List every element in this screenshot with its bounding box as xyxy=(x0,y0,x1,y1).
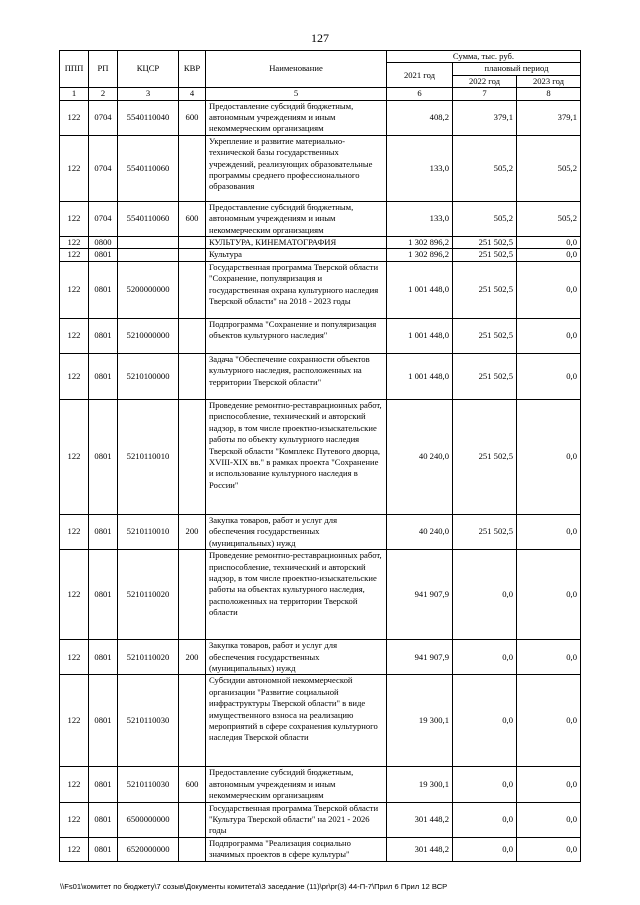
table-row xyxy=(60,514,581,549)
cell-2023: 0,0 xyxy=(517,640,581,675)
cell-rp: 0801 xyxy=(89,399,118,514)
table-row xyxy=(60,837,581,861)
cell-kvr: 600 xyxy=(179,201,206,236)
cell-2021: 1 001 448,0 xyxy=(387,353,453,399)
cell-ppp: 122 xyxy=(60,135,89,201)
table-row xyxy=(60,550,581,640)
column-number: 1 xyxy=(60,88,89,100)
cell-2021: 941 907,9 xyxy=(387,550,453,640)
table-row xyxy=(60,640,581,675)
cell-ppp: 122 xyxy=(60,767,89,802)
cell-kvr: 200 xyxy=(179,514,206,549)
cell-2022: 251 502,5 xyxy=(453,353,517,399)
cell-2021: 40 240,0 xyxy=(387,514,453,549)
cell-rp: 0801 xyxy=(89,767,118,802)
cell-2023: 0,0 xyxy=(517,399,581,514)
cell-2023: 0,0 xyxy=(517,837,581,861)
header-name: Наименование xyxy=(206,51,387,88)
cell-2023: 0,0 xyxy=(517,675,581,767)
cell-2022: 251 502,5 xyxy=(453,249,517,261)
cell-ppp: 122 xyxy=(60,675,89,767)
cell-name: Закупка товаров, работ и услуг для обеспечения государственных (муниципальных) нужд xyxy=(206,640,387,675)
column-number: 3 xyxy=(118,88,179,100)
cell-kvr: 600 xyxy=(179,100,206,135)
cell-name: Задача "Обеспечение сохранности объектов культурного наследия, расположенных на территории Тверской области" xyxy=(206,353,387,399)
cell-2022: 251 502,5 xyxy=(453,399,517,514)
cell-2023: 0,0 xyxy=(517,353,581,399)
cell-name: Укрепление и развитие материально-технической базы государственных учреждений, реализующих образовательные программы среднего профессионального образования xyxy=(206,135,387,201)
cell-kcsr: 5210110020 xyxy=(118,640,179,675)
cell-kvr xyxy=(179,135,206,201)
column-number-row xyxy=(60,88,581,100)
column-number: 8 xyxy=(517,88,581,100)
cell-rp: 0801 xyxy=(89,261,118,318)
cell-2021: 19 300,1 xyxy=(387,767,453,802)
header-year-2021: 2021 год xyxy=(387,63,453,88)
cell-rp: 0801 xyxy=(89,802,118,837)
cell-rp: 0801 xyxy=(89,249,118,261)
cell-2021: 40 240,0 xyxy=(387,399,453,514)
header-kvr: КВР xyxy=(179,51,206,88)
cell-2023: 505,2 xyxy=(517,135,581,201)
cell-name: КУЛЬТУРА, КИНЕМАТОГРАФИЯ xyxy=(206,237,387,249)
cell-kvr xyxy=(179,837,206,861)
cell-ppp: 122 xyxy=(60,237,89,249)
cell-ppp: 122 xyxy=(60,261,89,318)
cell-ppp: 122 xyxy=(60,201,89,236)
cell-kcsr: 5210110030 xyxy=(118,675,179,767)
cell-rp: 0801 xyxy=(89,514,118,549)
cell-rp: 0801 xyxy=(89,318,118,353)
cell-2023: 0,0 xyxy=(517,514,581,549)
cell-2022: 0,0 xyxy=(453,550,517,640)
table-row xyxy=(60,675,581,767)
page-number: 127 xyxy=(311,31,329,45)
cell-ppp: 122 xyxy=(60,100,89,135)
header-ppp: ППП xyxy=(60,51,89,88)
table-row xyxy=(60,261,581,318)
cell-kvr xyxy=(179,353,206,399)
cell-rp: 0704 xyxy=(89,135,118,201)
cell-ppp: 122 xyxy=(60,399,89,514)
cell-2023: 0,0 xyxy=(517,237,581,249)
cell-name: Закупка товаров, работ и услуг для обеспечения государственных (муниципальных) нужд xyxy=(206,514,387,549)
cell-2023: 0,0 xyxy=(517,767,581,802)
cell-name: Предоставление субсидий бюджетным, автономным учреждениям и иным некоммерческим организациям xyxy=(206,201,387,236)
cell-2021: 301 448,2 xyxy=(387,802,453,837)
cell-name: Проведение ремонтно-реставрационных работ, приспособление, технический и авторский надзор, в том числе проектно-изыскательские работы по объекту культурного наследия Тверской области "Комплекс Путевого дворца, XVIII-XIX вв." в рамках проекта "Сохранение и использование культурного наследия в России" xyxy=(206,399,387,514)
cell-kcsr: 5210000000 xyxy=(118,318,179,353)
cell-kcsr: 5540110060 xyxy=(118,201,179,236)
cell-kcsr: 5540110060 xyxy=(118,135,179,201)
cell-name: Государственная программа Тверской области "Сохранение, популяризация и государственная охрана культурного наследия Тверской области" на 2018 - 2023 годы xyxy=(206,261,387,318)
cell-2021: 1 302 896,2 xyxy=(387,237,453,249)
cell-name: Подпрограмма "Сохранение и популяризация объектов культурного наследия" xyxy=(206,318,387,353)
cell-2022: 251 502,5 xyxy=(453,318,517,353)
cell-ppp: 122 xyxy=(60,514,89,549)
cell-name: Предоставление субсидий бюджетным, автономным учреждениям и иным некоммерческим организациям xyxy=(206,767,387,802)
table-row xyxy=(60,802,581,837)
cell-ppp: 122 xyxy=(60,318,89,353)
header-year-2022: 2022 год xyxy=(453,75,517,87)
cell-2021: 301 448,2 xyxy=(387,837,453,861)
cell-kcsr: 5210100000 xyxy=(118,353,179,399)
cell-2023: 379,1 xyxy=(517,100,581,135)
table-row xyxy=(60,135,581,201)
table-row xyxy=(60,237,581,249)
cell-rp: 0704 xyxy=(89,100,118,135)
cell-2022: 379,1 xyxy=(453,100,517,135)
cell-2023: 0,0 xyxy=(517,318,581,353)
cell-name: Государственная программа Тверской области "Культура Тверской области" на 2021 - 2026 годы xyxy=(206,802,387,837)
cell-kcsr: 5210110030 xyxy=(118,767,179,802)
cell-ppp: 122 xyxy=(60,550,89,640)
cell-kcsr: 5200000000 xyxy=(118,261,179,318)
column-number: 2 xyxy=(89,88,118,100)
cell-2022: 0,0 xyxy=(453,767,517,802)
cell-rp: 0801 xyxy=(89,837,118,861)
header-kcsr: КЦСР xyxy=(118,51,179,88)
cell-ppp: 122 xyxy=(60,640,89,675)
cell-2022: 251 502,5 xyxy=(453,514,517,549)
cell-ppp: 122 xyxy=(60,353,89,399)
table-row xyxy=(60,201,581,236)
cell-2022: 0,0 xyxy=(453,675,517,767)
cell-kvr: 200 xyxy=(179,640,206,675)
header-rp: РП xyxy=(89,51,118,88)
cell-2021: 133,0 xyxy=(387,135,453,201)
budget-table xyxy=(59,50,581,862)
cell-kcsr xyxy=(118,249,179,261)
cell-2022: 251 502,5 xyxy=(453,237,517,249)
column-number: 7 xyxy=(453,88,517,100)
cell-kvr xyxy=(179,318,206,353)
cell-name: Субсидии автономной некоммерческой организации "Развитие социальной инфраструктуры Тверской области" в виде имущественного взноса на реализацию мероприятий в сфере сохранения культурного наследия Тверской области xyxy=(206,675,387,767)
cell-kcsr: 5210110010 xyxy=(118,514,179,549)
cell-kcsr xyxy=(118,237,179,249)
cell-name: Подпрограмма "Реализация социально значимых проектов в сфере культуры" xyxy=(206,837,387,861)
cell-ppp: 122 xyxy=(60,837,89,861)
cell-kcsr: 6520000000 xyxy=(118,837,179,861)
cell-name: Предоставление субсидий бюджетным, автономным учреждениям и иным некоммерческим организациям xyxy=(206,100,387,135)
cell-2022: 505,2 xyxy=(453,201,517,236)
cell-2022: 0,0 xyxy=(453,837,517,861)
cell-kvr xyxy=(179,550,206,640)
cell-2021: 941 907,9 xyxy=(387,640,453,675)
header-plan-period: плановый период xyxy=(453,63,581,75)
cell-rp: 0801 xyxy=(89,675,118,767)
column-number: 4 xyxy=(179,88,206,100)
cell-2021: 19 300,1 xyxy=(387,675,453,767)
cell-2023: 0,0 xyxy=(517,802,581,837)
cell-kvr: 600 xyxy=(179,767,206,802)
table-row xyxy=(60,100,581,135)
cell-name: Культура xyxy=(206,249,387,261)
cell-kcsr: 5540110040 xyxy=(118,100,179,135)
cell-2023: 505,2 xyxy=(517,201,581,236)
cell-kvr xyxy=(179,399,206,514)
cell-2021: 133,0 xyxy=(387,201,453,236)
cell-2023: 0,0 xyxy=(517,249,581,261)
cell-2022: 505,2 xyxy=(453,135,517,201)
cell-2021: 1 302 896,2 xyxy=(387,249,453,261)
cell-2022: 0,0 xyxy=(453,640,517,675)
cell-name: Проведение ремонтно-реставрационных работ, приспособление, технический и авторский надзор, в том числе проектно-изыскательские работы на объектах культурного наследия, расположенных на территории Тверской области xyxy=(206,550,387,640)
cell-2021: 1 001 448,0 xyxy=(387,318,453,353)
cell-2022: 0,0 xyxy=(453,802,517,837)
cell-rp: 0801 xyxy=(89,550,118,640)
cell-kcsr: 5210110020 xyxy=(118,550,179,640)
header-sum: Сумма, тыс. руб. xyxy=(387,51,581,63)
cell-2021: 1 001 448,0 xyxy=(387,261,453,318)
table-row xyxy=(60,767,581,802)
cell-kvr xyxy=(179,802,206,837)
table-row xyxy=(60,399,581,514)
cell-rp: 0800 xyxy=(89,237,118,249)
table-row xyxy=(60,318,581,353)
cell-rp: 0801 xyxy=(89,640,118,675)
table-row xyxy=(60,249,581,261)
cell-kcsr: 5210110010 xyxy=(118,399,179,514)
cell-kcsr: 6500000000 xyxy=(118,802,179,837)
file-path-footer: \\Fs01\комитет по бюджету\7 созыв\Документы комитета\3 заседание (11)\pr\pr(3) 44-П-7\Прил 6 Прил 12 ВСР xyxy=(60,882,448,891)
cell-rp: 0801 xyxy=(89,353,118,399)
cell-kvr xyxy=(179,249,206,261)
cell-2023: 0,0 xyxy=(517,550,581,640)
cell-kvr xyxy=(179,675,206,767)
cell-kvr xyxy=(179,237,206,249)
cell-2021: 408,2 xyxy=(387,100,453,135)
cell-2023: 0,0 xyxy=(517,261,581,318)
header-year-2023: 2023 год xyxy=(517,75,581,87)
column-number: 5 xyxy=(206,88,387,100)
cell-rp: 0704 xyxy=(89,201,118,236)
cell-kvr xyxy=(179,261,206,318)
cell-ppp: 122 xyxy=(60,249,89,261)
cell-2022: 251 502,5 xyxy=(453,261,517,318)
cell-ppp: 122 xyxy=(60,802,89,837)
column-number: 6 xyxy=(387,88,453,100)
table-row xyxy=(60,353,581,399)
